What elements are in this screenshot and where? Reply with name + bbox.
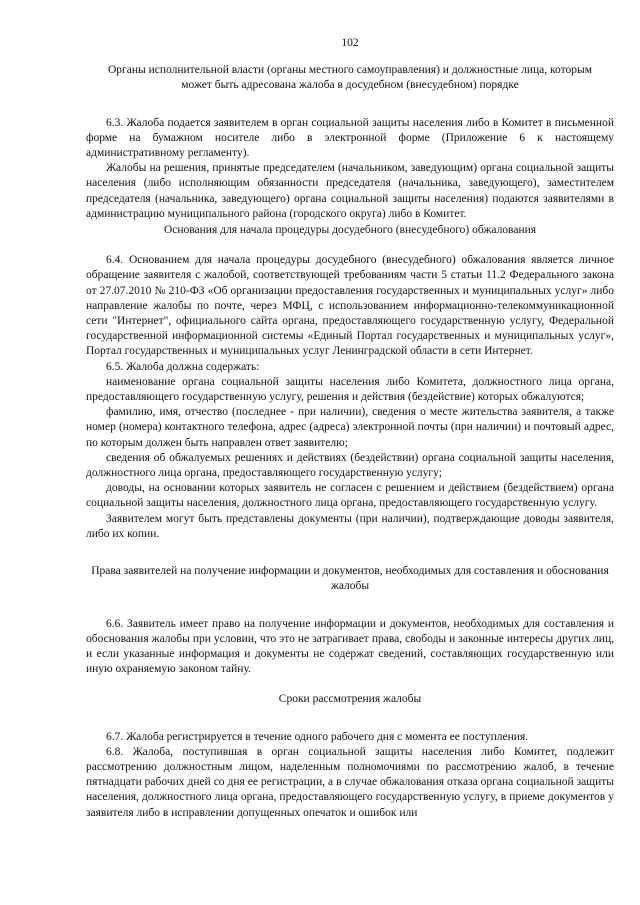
page-number: 102: [341, 37, 359, 49]
paragraph-complaints-on-decisions: Жалобы на решения, принятые председателем (начальником, заведующим) органа социальной защиты населения (либо исполняющим обязанности председателя (начальника, заведующего), заместителем председателя (начальника, заведующего) органа социальной защиты населения) подаются заявителями в администрацию муниципального района (городского округа) либо в Комитет.: [86, 162, 614, 220]
paragraph-requirement-body-name: наименование органа социальной защиты населения либо Комитета, должностного лица органа, предоставляющего государственную услугу, решения и действия (бездействие) которых обжалуются;: [86, 375, 614, 404]
paragraph-requirement-applicant-info: фамилию, имя, отчество (последнее - при наличии), сведения о месте жительства заявителя, а также номер (номера) контактного телефона, адрес (адреса) электронной почты (при наличии) и почтовый адрес, по которым должен быть направлен ответ заявителю;: [86, 406, 614, 449]
paragraph-requirement-arguments: доводы, на основании которых заявитель не согласен с решением и действием (бездействием) органа социальной защиты населения, должностного лица органа, предоставляющего государственную услугу.: [86, 482, 614, 510]
section-heading-grounds: Основания для начала процедуры досудебного (внесудебного) обжалования: [163, 224, 537, 237]
paragraph-6-6: 6.6. Заявитель имеет право на получение информации и документов, необходимых для составления и обоснования жалобы при условии, что это не затрагивает права, свободы и законные интересы других лиц, и если указанные информация и документы не содержат сведений, составляющих государственную или иную охраняемую законом тайну.: [86, 617, 614, 676]
section-heading-applicant-rights: Права заявителей на получение информации и документов, необходимых для составления и обоснования жалобы: [91, 565, 609, 593]
paragraph-6-8: 6.8. Жалоба, поступившая в орган социальной защиты населения либо Комитет, подлежит рассмотрению должностным лицом, наделенным полномочиями по рассмотрению жалоб, в течение пятнадцати рабочих дней со дня ее регистрации, а в случае обжалования отказа органа социальной защиты населения, должностного лица органа, предоставляющего государственную услугу, в приеме документов у заявителя либо в исправлении допущенных опечаток и ошибок или: [86, 745, 614, 819]
section-heading-review-terms: Сроки рассмотрения жалобы: [278, 693, 422, 706]
paragraph-requirement-decisions: сведения об обжалуемых решениях и действиях (бездействии) органа социальной защиты населения, должностного лица органа, предоставляющего государственную услугу;: [86, 451, 614, 480]
section-heading-appeal-addressees: Органы исполнительной власти (органы местного самоуправления) и должностные лица, которым может быть адресована жалоба в досудебном (внесудебном) порядке: [107, 64, 593, 92]
paragraph-supporting-documents: Заявителем могут быть представлены документы (при наличии), подтверждающие доводы заявителя, либо их копии.: [86, 512, 614, 540]
document-page: [86, 36, 614, 821]
paragraph-6-3: 6.3. Жалоба подается заявителем в орган социальной защиты населения либо в Комитет в письменной форме на бумажном носителе либо в электронной форме (Приложение 6 к настоящему административному регламенту).: [86, 116, 614, 160]
paragraph-6-4: 6.4. Основанием для начала процедуры досудебного (внесудебного) обжалования является личное обращение заявителя с жалобой, соответствующей требованиям части 5 статьи 11.2 Федерального закона от 27.07.2010 № 210-ФЗ «Об организации предоставления государственных и муниципальных услуг» либо направление жалобы по почте, через МФЦ, с использованием информационно-телекоммуникационной сети "Интернет", официального сайта органа, предоставляющего государственную услугу, Федеральной государственной информационной системы «Единый Портал государственных и муниципальных услуг», Портал государственных и муниципальных услуг Ленинградской области в сети Интернет.: [86, 254, 614, 358]
paragraph-6-5: 6.5. Жалоба должна содержать:: [106, 360, 260, 373]
paragraph-6-7: 6.7. Жалоба регистрируется в течение одного рабочего дня с момента ее поступления.: [106, 730, 529, 743]
